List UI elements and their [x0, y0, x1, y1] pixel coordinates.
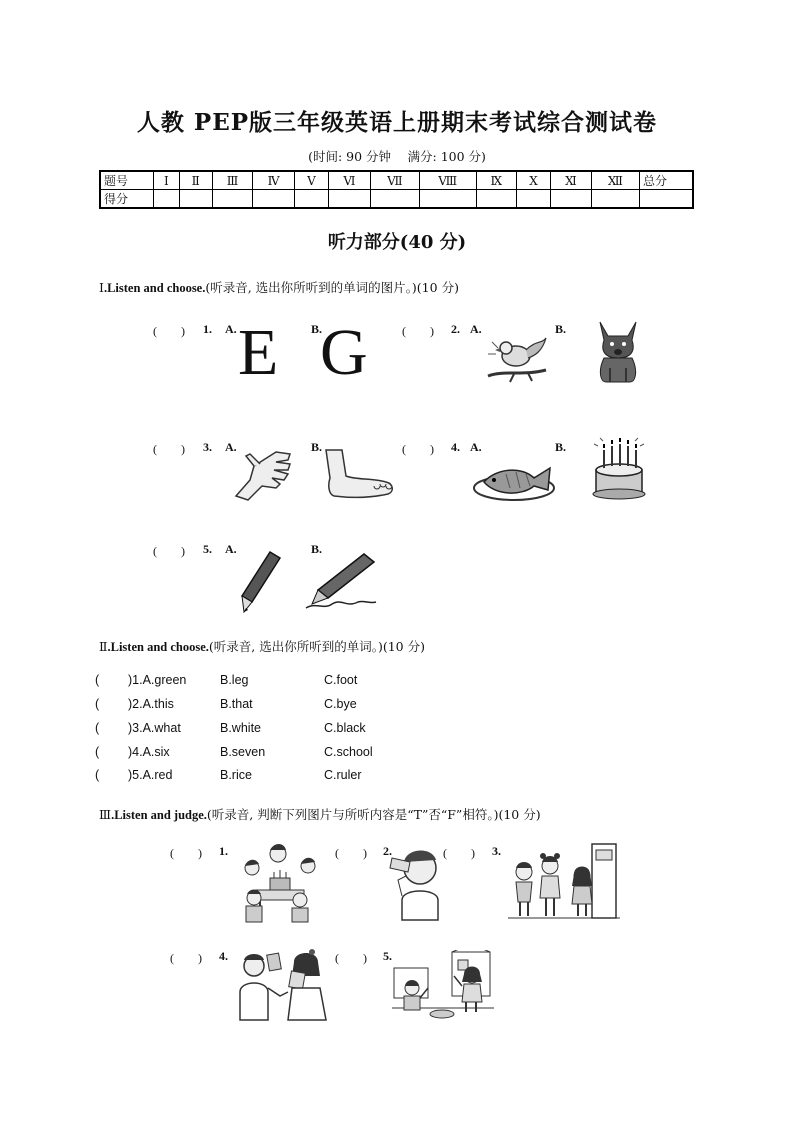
birthday-party-scene[interactable]	[238, 842, 320, 924]
numeral-cell: Ⅴ	[294, 171, 328, 190]
answer-blank[interactable]: ( )	[335, 951, 367, 965]
section-title-cn: (听录音, 选出你所听到的单词。)(10 分)	[208, 639, 425, 654]
fish-icon[interactable]	[472, 460, 556, 502]
numeral-cell: Ⅹ	[517, 171, 551, 190]
option-a: )3.A.what	[128, 721, 181, 735]
section3-heading	[99, 805, 541, 823]
score-input-cell[interactable]	[212, 190, 253, 209]
option-a-label: A.	[225, 322, 237, 336]
numeral-cell: Ⅱ	[179, 171, 212, 190]
score-input-cell[interactable]	[591, 190, 639, 209]
option-b-label: B.	[555, 440, 567, 454]
numeral-cell: Ⅲ	[212, 171, 253, 190]
numeral-cell: Ⅸ	[476, 171, 517, 190]
row-label-question: 题号	[100, 171, 154, 190]
numeral-cell: Ⅺ	[551, 171, 592, 190]
option-b-label: B.	[555, 322, 567, 336]
option-b: B.seven	[220, 745, 266, 759]
option-a-label: A.	[470, 322, 482, 336]
section-title-cn: (听录音, 判断下列图片与所听内容是“T”否“F”相符。)(10 分)	[206, 807, 541, 822]
answer-blank[interactable]: ( )	[153, 324, 185, 338]
section-title-en: .Listen and judge.	[111, 808, 207, 822]
numeral-cell: Ⅻ	[591, 171, 639, 190]
option-a: )2.A.this	[128, 697, 174, 711]
answer-blank[interactable]: ( )	[153, 442, 185, 456]
answer-blank[interactable]: (	[95, 721, 100, 735]
numeral-cell: Ⅳ	[253, 171, 295, 190]
exam-time-score: (时间: 90 分钟 满分: 100 分)	[308, 149, 486, 164]
answer-blank[interactable]: (	[95, 697, 100, 711]
numeral-cell: Ⅵ	[329, 171, 371, 190]
score-table-header-row	[100, 171, 693, 190]
option-c: C.foot	[324, 673, 358, 687]
score-input-cell[interactable]	[294, 190, 328, 209]
part-heading: 听力部分(40 分)	[327, 232, 467, 253]
boy-drinking-scene[interactable]	[388, 840, 444, 922]
children-greeting-scene[interactable]	[508, 842, 620, 922]
option-b: B.rice	[220, 768, 252, 782]
option-a-label: A.	[225, 542, 237, 556]
answer-blank[interactable]: ( )	[335, 846, 367, 860]
answer-blank[interactable]: ( )	[402, 442, 434, 456]
question-number: 2.	[383, 844, 392, 858]
bird-icon[interactable]	[484, 332, 550, 386]
option-c: C.school	[324, 745, 373, 759]
option-b-label: B.	[311, 440, 323, 454]
girl-waving-scene[interactable]	[392, 950, 494, 1020]
question-number: 2.	[451, 322, 460, 336]
score-input-cell[interactable]	[551, 190, 592, 209]
answer-blank[interactable]: ( )	[170, 951, 202, 965]
question-number: 3.	[492, 844, 501, 858]
option-c: C.ruler	[324, 768, 362, 782]
section-numeral: Ⅱ	[99, 639, 108, 654]
section1-heading	[99, 278, 459, 296]
option-a-label: A.	[470, 440, 482, 454]
section-numeral: Ⅲ	[99, 807, 112, 822]
answer-blank[interactable]: (	[95, 673, 100, 687]
letter-g-image[interactable]: G	[320, 316, 368, 389]
answer-blank[interactable]: ( )	[153, 544, 185, 558]
kids-showing-books-scene[interactable]	[232, 948, 328, 1022]
numeral-cell: Ⅰ	[154, 171, 180, 190]
answer-blank[interactable]: ( )	[443, 846, 475, 860]
question-number: 1.	[203, 322, 212, 336]
question-number: 3.	[203, 440, 212, 454]
option-b-label: B.	[311, 322, 323, 336]
question-number: 5.	[383, 949, 392, 963]
section-title-cn: (听录音, 选出你所听到的单词的图片。)(10 分)	[205, 280, 459, 295]
score-input-cell[interactable]	[329, 190, 371, 209]
option-a: )1.A.green	[128, 673, 187, 687]
answer-blank[interactable]: (	[95, 745, 100, 759]
score-input-cell[interactable]	[517, 190, 551, 209]
score-table	[99, 170, 694, 209]
score-input-cell[interactable]	[179, 190, 212, 209]
option-c: C.black	[324, 721, 366, 735]
section-title-en: .Listen and choose.	[103, 281, 206, 295]
question-number: 5.	[203, 542, 212, 556]
letter-e-image[interactable]: E	[238, 316, 279, 389]
score-input-cell[interactable]	[253, 190, 295, 209]
score-input-cell[interactable]	[640, 190, 694, 209]
question-number: 4.	[451, 440, 460, 454]
row-label-score: 得分	[100, 190, 154, 209]
numeral-cell: Ⅷ	[419, 171, 476, 190]
numeral-cell: Ⅶ	[370, 171, 419, 190]
pen-icon[interactable]	[302, 552, 378, 610]
cake-icon[interactable]	[590, 436, 648, 500]
answer-blank[interactable]: (	[95, 768, 100, 782]
pencil-icon[interactable]	[240, 550, 282, 614]
option-a-label: A.	[225, 440, 237, 454]
option-c: C.bye	[324, 697, 357, 711]
foot-icon[interactable]	[320, 448, 396, 502]
option-a: )4.A.six	[128, 745, 170, 759]
section-numeral: Ⅰ	[99, 280, 104, 295]
option-b: B.leg	[220, 673, 249, 687]
answer-blank[interactable]: ( )	[402, 324, 434, 338]
section2-heading	[99, 637, 425, 655]
dog-icon[interactable]	[592, 320, 644, 384]
score-input-cell[interactable]	[419, 190, 476, 209]
score-table-score-row	[100, 190, 693, 209]
option-a: )5.A.red	[128, 768, 173, 782]
option-b: B.white	[220, 721, 261, 735]
score-input-cell[interactable]	[476, 190, 517, 209]
hand-icon[interactable]	[232, 446, 292, 502]
question-number: 4.	[219, 949, 228, 963]
score-input-cell[interactable]	[154, 190, 180, 209]
score-input-cell[interactable]	[370, 190, 419, 209]
question-number: 1.	[219, 844, 228, 858]
option-b-label: B.	[311, 542, 323, 556]
page-title: 人教 PEP版三年级英语上册期末考试综合测试卷	[136, 109, 658, 136]
answer-blank[interactable]: ( )	[170, 846, 202, 860]
total-label: 总分	[640, 171, 694, 190]
section-title-en: .Listen and choose.	[107, 640, 209, 654]
option-b: B.that	[220, 697, 253, 711]
